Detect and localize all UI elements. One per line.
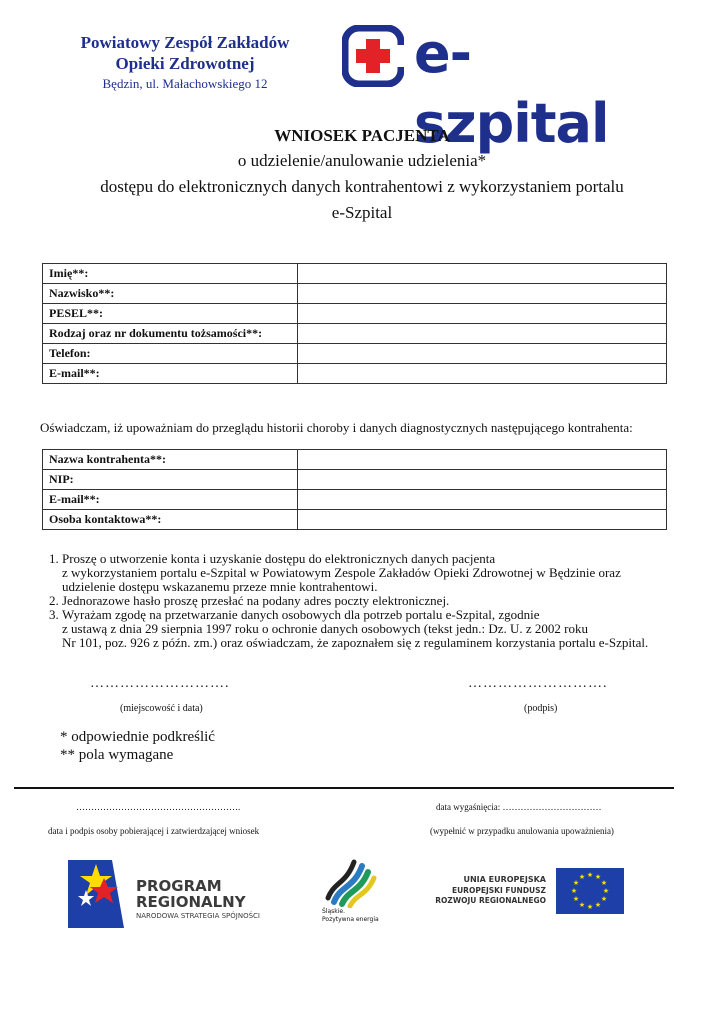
svg-text:★: ★ bbox=[600, 895, 608, 903]
eu-fund-logo bbox=[420, 868, 626, 918]
field-label: Telefon: bbox=[43, 344, 298, 364]
svg-text:★: ★ bbox=[572, 895, 580, 903]
field-label: Rodzaj oraz nr dokumentu tożsamości**: bbox=[43, 324, 298, 344]
table-row bbox=[43, 344, 667, 364]
nip-field[interactable] bbox=[298, 470, 667, 490]
table-row bbox=[43, 450, 667, 470]
eu-line3: ROZWOJU REGIONALNEGO bbox=[435, 896, 546, 905]
last-name-field[interactable] bbox=[298, 284, 667, 304]
institution-name-line2: Opieki Zdrowotnej bbox=[115, 54, 255, 73]
stars-emblem-icon bbox=[68, 856, 130, 928]
pesel-field[interactable] bbox=[298, 304, 667, 324]
table-row bbox=[43, 490, 667, 510]
table-row bbox=[43, 324, 667, 344]
term3-line3: Nr 101, poz. 926 z późn. zm.) oraz oświadczam, że zapoznałem się z regulaminem korzystania portalu e-Szpital. bbox=[62, 635, 649, 650]
svg-text:★: ★ bbox=[578, 901, 586, 909]
term2-line1: Jednorazowe hasło proszę przesłać na podany adres poczty elektronicznej. bbox=[62, 593, 450, 608]
terms-list bbox=[22, 552, 712, 650]
field-label: Osoba kontaktowa**: bbox=[43, 510, 298, 530]
institution-block bbox=[50, 32, 320, 92]
svg-text:★: ★ bbox=[602, 887, 610, 895]
authorization-statement: Oświadczam, iż upoważniam do przeglądu historii choroby i danych diagnostycznych następującego kontrahenta: bbox=[40, 420, 633, 435]
contact-person-field[interactable] bbox=[298, 510, 667, 530]
field-label: Imię**: bbox=[43, 264, 298, 284]
eu-line1: UNIA EUROPEJSKA bbox=[463, 875, 546, 884]
eu-flag-icon bbox=[556, 868, 624, 914]
svg-text:★: ★ bbox=[586, 903, 594, 911]
institution-name-line1: Powiatowy Zespół Zakładów bbox=[80, 33, 290, 52]
program-line1: PROGRAM bbox=[136, 877, 222, 895]
place-date-caption: (miejscowość i data) bbox=[120, 703, 203, 714]
svg-text:★: ★ bbox=[570, 887, 578, 895]
table-row bbox=[43, 510, 667, 530]
signature-line[interactable]: ………………………. bbox=[468, 676, 608, 691]
id-document-field[interactable] bbox=[298, 324, 667, 344]
table-row bbox=[43, 364, 667, 384]
term1-line3: udzielenie dostępu wskazanemu przeze mnie kontrahentowi. bbox=[62, 579, 378, 594]
term1-line2: z wykorzystaniem portalu e-Szpital w Powiatowym Zespole Zakładów Opieki Zdrowotnej w Będzinie oraz bbox=[62, 565, 621, 580]
term1-line1: Proszę o utworzenie konta i uzyskanie dostępu do elektronicznych danych pacjenta bbox=[62, 551, 496, 566]
svg-text:★: ★ bbox=[594, 873, 602, 881]
signature-caption: (podpis) bbox=[524, 703, 558, 714]
institution-address: Będzin, ul. Małachowskiego 12 bbox=[102, 76, 268, 91]
contractor-data-table bbox=[42, 449, 667, 530]
svg-text:★: ★ bbox=[578, 873, 586, 881]
svg-text:★: ★ bbox=[586, 871, 594, 879]
footer-divider bbox=[14, 787, 674, 789]
table-row bbox=[43, 470, 667, 490]
svg-text:★: ★ bbox=[600, 879, 608, 887]
field-label: PESEL**: bbox=[43, 304, 298, 324]
field-label: NIP: bbox=[43, 470, 298, 490]
list-item bbox=[62, 552, 712, 594]
expiry-caption: (wypełnić w przypadku anulowania upoważnienia) bbox=[430, 826, 614, 836]
medical-cross-icon bbox=[342, 25, 404, 87]
program-line3: NARODOWA STRATEGIA SPÓJNOŚCI bbox=[136, 912, 260, 920]
program-line2: REGIONALNY bbox=[136, 893, 246, 911]
approver-dots-line[interactable]: ………………………………………………. bbox=[76, 802, 241, 812]
table-row bbox=[43, 304, 667, 324]
note-required: ** pola wymagane bbox=[60, 747, 174, 763]
eu-line2: EUROPEJSKI FUNDUSZ bbox=[451, 886, 546, 895]
logo-wordmark: e-szpital bbox=[414, 22, 609, 155]
slaskie-logo bbox=[318, 858, 382, 928]
field-label: E-mail**: bbox=[43, 364, 298, 384]
email-field[interactable] bbox=[298, 364, 667, 384]
slaskie-line2: Pozytywna energia bbox=[322, 916, 379, 923]
field-label: Nazwisko**: bbox=[43, 284, 298, 304]
title-line2: o udzielenie/anulowanie udzielenia* bbox=[237, 151, 487, 170]
document-title bbox=[0, 124, 724, 226]
list-item bbox=[62, 608, 712, 650]
title-line4: e-Szpital bbox=[331, 203, 393, 222]
contractor-name-field[interactable] bbox=[298, 450, 667, 470]
slaskie-waves-icon bbox=[320, 858, 380, 908]
program-regionalny-logo bbox=[68, 856, 288, 928]
term3-line1: Wyrażam zgodę na przetwarzanie danych osobowych dla potrzeb portalu e-Szpital, zgodnie bbox=[62, 607, 540, 622]
first-name-field[interactable] bbox=[298, 264, 667, 284]
expiry-date-line[interactable]: data wygaśnięcia: …………………………… bbox=[436, 802, 602, 812]
field-label: E-mail**: bbox=[43, 490, 298, 510]
phone-field[interactable] bbox=[298, 344, 667, 364]
note-underline: * odpowiednie podkreślić bbox=[60, 729, 215, 745]
svg-text:★: ★ bbox=[572, 879, 580, 887]
svg-text:★: ★ bbox=[594, 901, 602, 909]
title-heading: WNIOSEK PACJENTA bbox=[274, 126, 450, 145]
contractor-email-field[interactable] bbox=[298, 490, 667, 510]
title-line3: dostępu do elektronicznych danych kontrahentowi z wykorzystaniem portalu bbox=[100, 177, 624, 196]
approver-caption: data i podpis osoby pobierającej i zatwierdzającej wniosek bbox=[48, 826, 260, 836]
term3-line2: z ustawą z dnia 29 sierpnia 1997 roku o ochronie danych osobowych (tekst jedn.: Dz. U. z 2002 roku bbox=[62, 621, 589, 636]
patient-data-table bbox=[42, 263, 667, 384]
field-label: Nazwa kontrahenta**: bbox=[43, 450, 298, 470]
place-date-line[interactable]: ………………………. bbox=[90, 676, 230, 691]
list-item bbox=[62, 594, 712, 608]
slaskie-line1: Śląskie. bbox=[322, 908, 346, 915]
table-row bbox=[43, 284, 667, 304]
table-row bbox=[43, 264, 667, 284]
